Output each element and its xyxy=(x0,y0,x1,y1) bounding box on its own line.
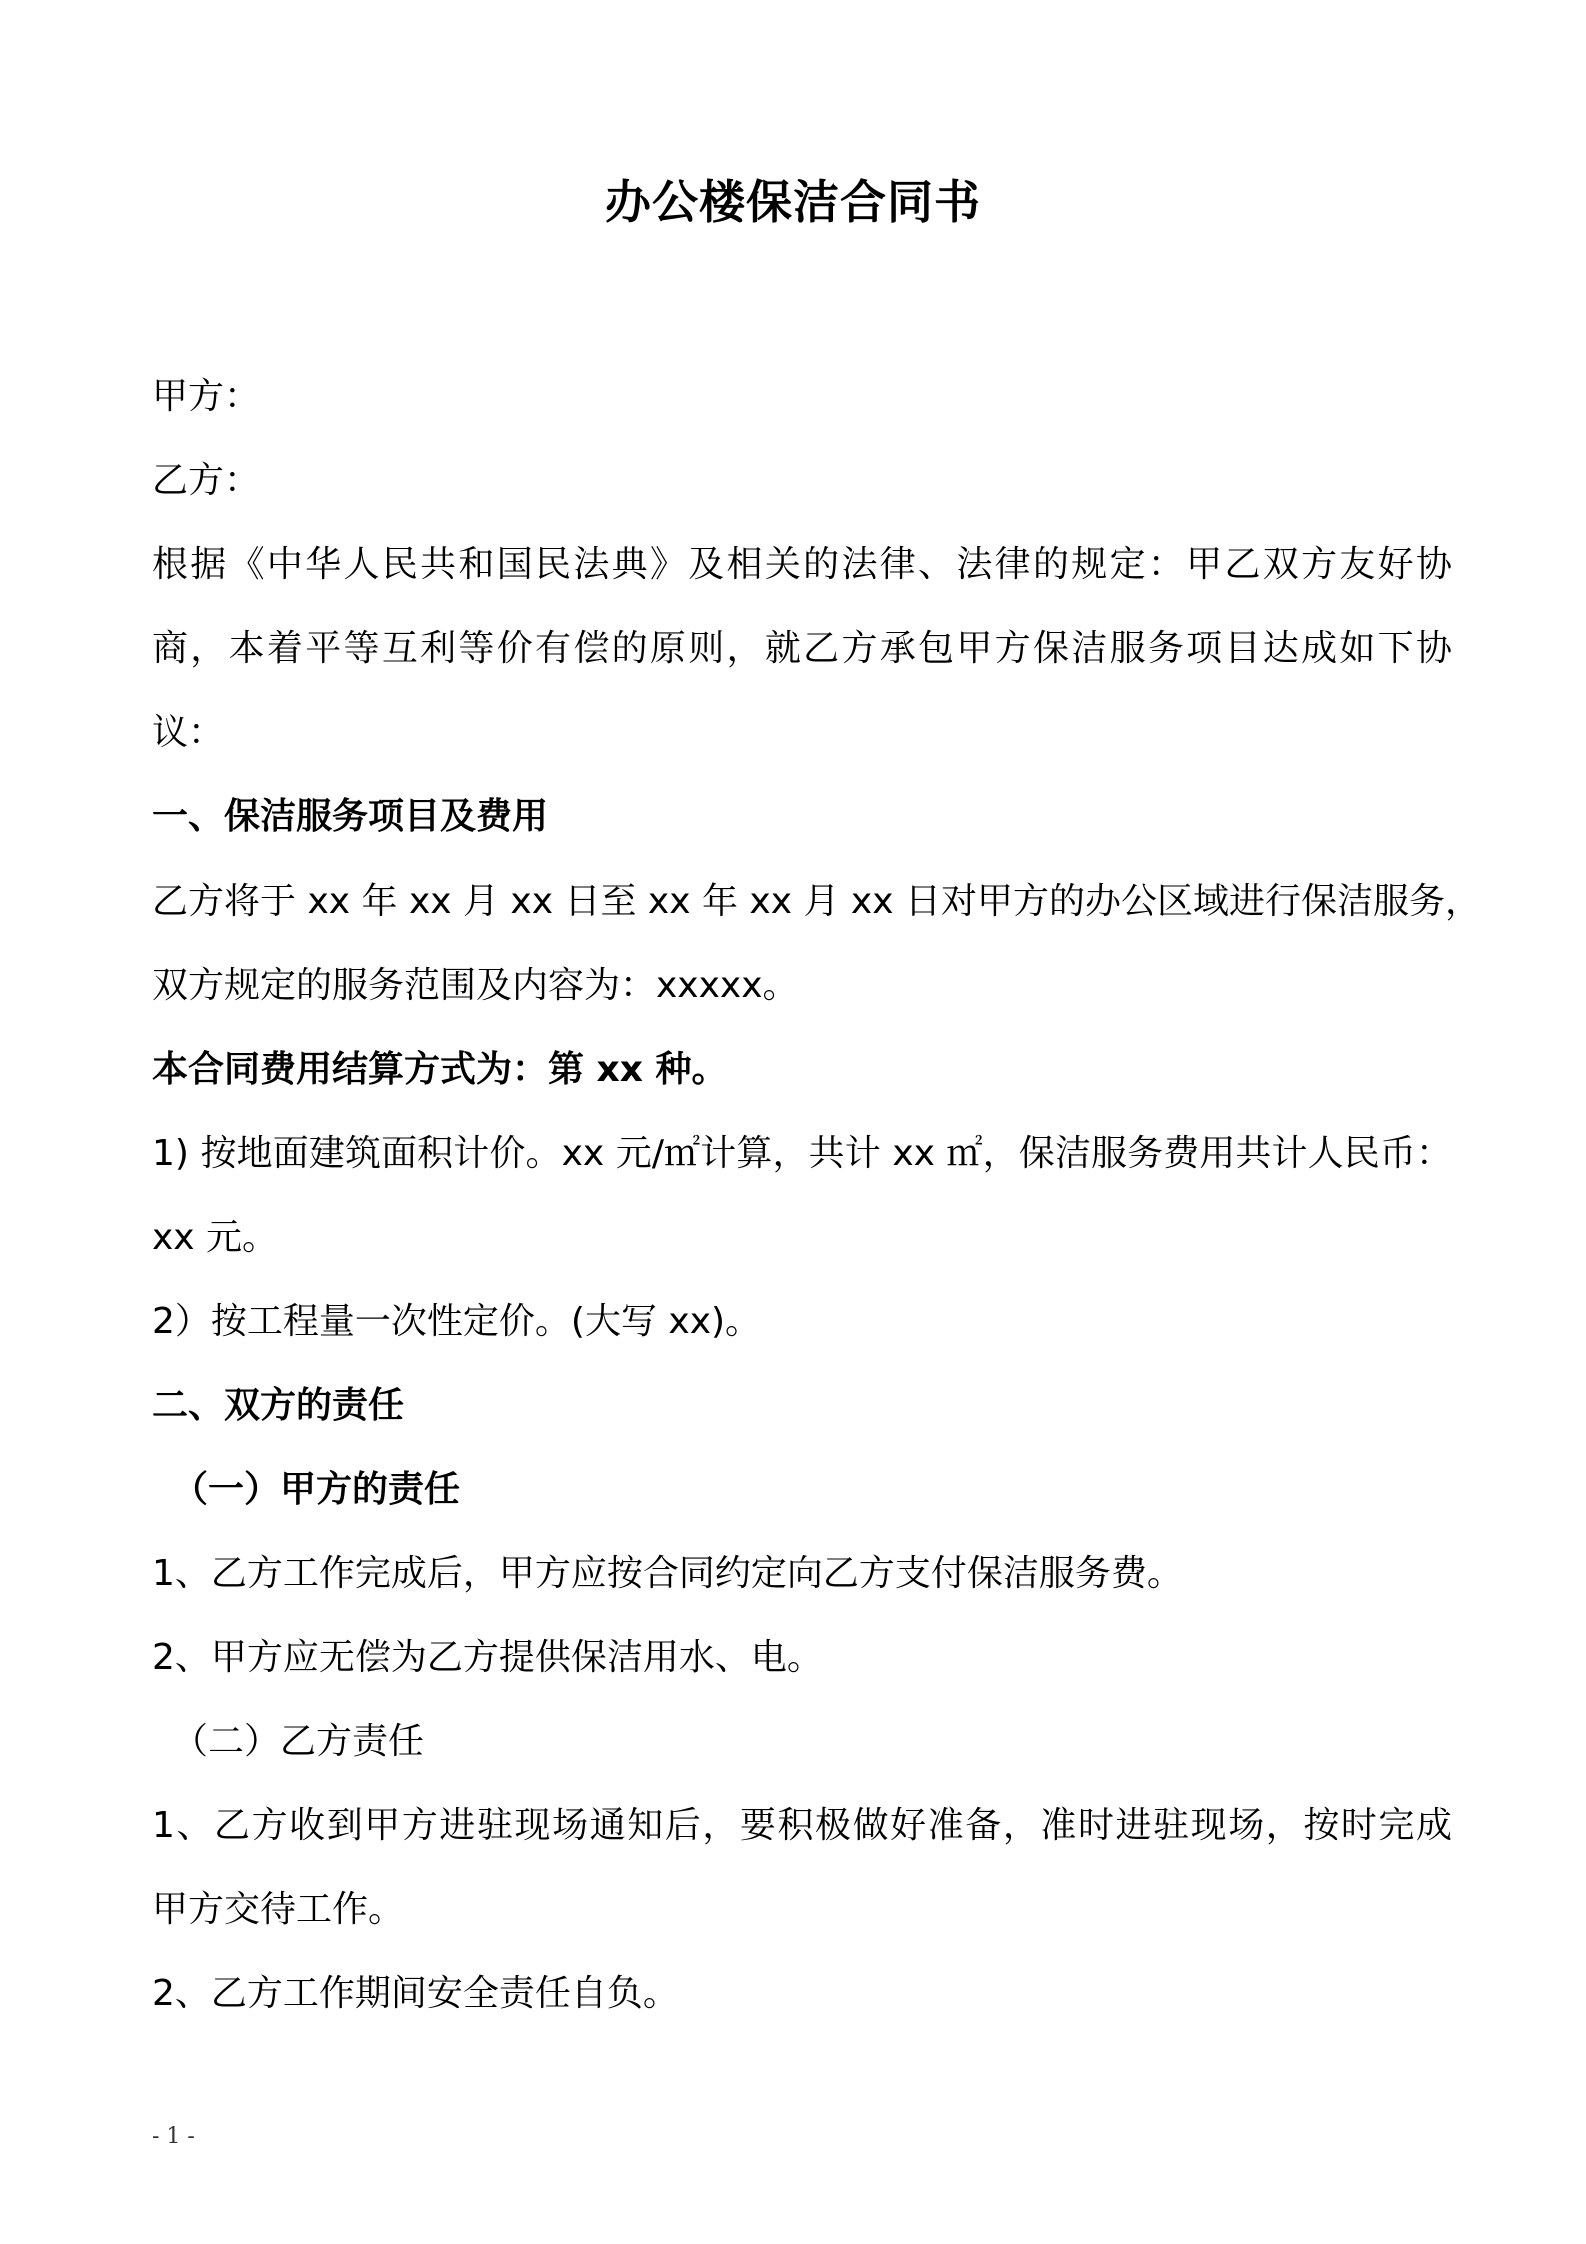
party-a-line: 甲方： xyxy=(152,376,261,417)
party-b-duty-1: 1、乙方收到甲方进驻现场通知后，要积极做好准备，准时进驻现场，按时完成 xyxy=(152,1805,1452,1846)
section-heading-1: 一、保洁服务项目及费用 xyxy=(152,796,549,837)
preamble-line-1: 根据《中华人民共和国民法典》及相关的法律、法律的规定：甲乙双方友好协 xyxy=(152,544,1452,585)
subsection-heading-party-b: （二）乙方责任 xyxy=(172,1721,425,1762)
pricing-option-1-line: 1) 按地面建筑面积计价。xx 元/㎡计算，共计 xx ㎡，保洁服务费用共计人民币： xyxy=(152,1133,1452,1174)
preamble-line-2: 商，本着平等互利等价有偿的原则，就乙方承包甲方保洁服务项目达成如下协 xyxy=(152,628,1452,669)
party-b-duty-1-cont: 甲方交待工作。 xyxy=(152,1889,405,1930)
page-number: - 1 - xyxy=(152,2124,195,2149)
party-a-duty-2: 2、甲方应无偿为乙方提供保洁用水、电。 xyxy=(152,1637,823,1678)
document-title: 办公楼保洁合同书 xyxy=(605,175,981,229)
pricing-option-2-line: 2）按工程量一次性定价。(大写 xx)。 xyxy=(152,1301,762,1342)
preamble-line-3: 议： xyxy=(152,712,225,753)
party-a-duty-1: 1、乙方工作完成后，甲方应按合同约定向乙方支付保洁服务费。 xyxy=(152,1553,1183,1594)
pricing-option-1-cont: xx 元。 xyxy=(152,1217,279,1258)
subsection-heading-party-a: （一）甲方的责任 xyxy=(172,1469,461,1510)
party-b-duty-2: 2、乙方工作期间安全责任自负。 xyxy=(152,1973,679,2014)
settlement-method-line: 本合同费用结算方式为：第 xx 种。 xyxy=(152,1049,728,1090)
party-b-line: 乙方： xyxy=(152,460,261,501)
section-heading-2: 二、双方的责任 xyxy=(152,1385,405,1426)
service-period-line: 乙方将于 xx 年 xx 月 xx 日至 xx 年 xx 月 xx 日对甲方的办公区域进行保洁服务， xyxy=(152,881,1481,922)
service-scope-line: 双方规定的服务范围及内容为：xxxxx。 xyxy=(152,965,799,1006)
